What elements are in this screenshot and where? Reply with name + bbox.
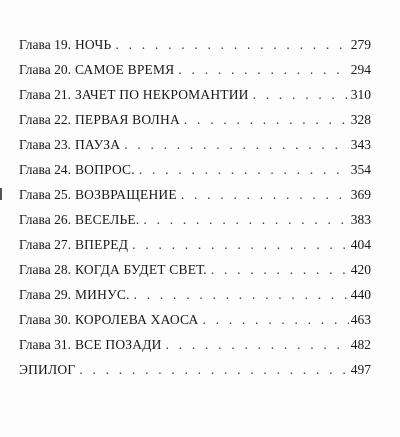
dot-leader <box>178 57 348 82</box>
toc-entry <box>19 232 371 257</box>
chapter-prefix: Глава 27. <box>19 237 71 252</box>
chapter-title: ВСЕ ПОЗАДИ <box>74 337 162 352</box>
toc-entry <box>19 207 371 232</box>
dot-leader <box>253 82 349 107</box>
toc-entry <box>19 157 371 182</box>
chapter-prefix: Глава 21. <box>19 87 71 102</box>
chapter-title: ПЕРВАЯ ВОЛНА <box>74 112 180 127</box>
chapter-prefix: Глава 25. <box>19 187 71 202</box>
toc-entry <box>19 307 371 332</box>
toc-entry-epilogue <box>19 357 371 382</box>
chapter-title: ВОПРОС. <box>74 162 135 177</box>
chapter-title: ВПЕРЕД <box>74 237 129 252</box>
chapter-prefix: Глава 24. <box>19 162 71 177</box>
dot-leader <box>211 257 349 282</box>
page-number: 404 <box>350 237 371 252</box>
chapter-prefix: Глава 22. <box>19 112 71 127</box>
dot-leader <box>143 207 348 232</box>
chapter-title: ПАУЗА <box>74 137 121 152</box>
chapter-prefix: Глава 26. <box>19 212 71 227</box>
page-number: 328 <box>350 112 371 127</box>
page-number: 294 <box>350 62 371 77</box>
dot-leader <box>115 32 348 57</box>
chapter-title: МИНУС. <box>74 287 130 302</box>
chapter-title: НОЧЬ <box>74 37 112 52</box>
chapter-title: КОГДА БУДЕТ СВЕТ. <box>74 262 207 277</box>
chapter-prefix: Глава 30. <box>19 312 71 327</box>
page-number: 420 <box>350 262 371 277</box>
chapter-prefix: Глава 31. <box>19 337 71 352</box>
page-number: 482 <box>350 337 371 352</box>
page-number: 463 <box>350 312 371 327</box>
page-edge-mark <box>0 188 2 200</box>
toc-entry <box>19 282 371 307</box>
toc-entry <box>19 182 371 207</box>
dot-leader <box>202 307 348 332</box>
chapter-prefix: Глава 20. <box>19 62 71 77</box>
chapter-prefix: Глава 19. <box>19 37 71 52</box>
dot-leader <box>132 232 349 257</box>
toc-entry <box>19 107 371 132</box>
dot-leader <box>124 132 349 157</box>
page-number: 310 <box>350 87 371 102</box>
dot-leader <box>79 357 348 382</box>
dot-leader <box>166 332 349 357</box>
chapter-prefix: Глава 28. <box>19 262 71 277</box>
chapter-prefix: Глава 23. <box>19 137 71 152</box>
toc-entry <box>19 82 371 107</box>
dot-leader <box>139 157 349 182</box>
page-number: 343 <box>350 137 371 152</box>
toc-entry <box>19 32 371 57</box>
page-number: 383 <box>350 212 371 227</box>
dot-leader <box>184 107 349 132</box>
dot-leader <box>134 282 349 307</box>
chapter-title: ВОЗВРАЩЕНИЕ <box>74 187 177 202</box>
page-number: 279 <box>350 37 371 52</box>
chapter-prefix: Глава 29. <box>19 287 71 302</box>
chapter-title: ЗАЧЕТ ПО НЕКРОМАНТИИ <box>74 87 249 102</box>
chapter-title: ВЕСЕЛЬЕ. <box>74 212 140 227</box>
page-number: 440 <box>350 287 371 302</box>
toc-entry <box>19 57 371 82</box>
page-number: 497 <box>350 362 371 377</box>
table-of-contents <box>19 32 371 382</box>
dot-leader <box>181 182 349 207</box>
epilogue-title: ЭПИЛОГ <box>19 362 76 377</box>
toc-entry <box>19 332 371 357</box>
chapter-title: КОРОЛЕВА ХАОСА <box>74 312 199 327</box>
page-number: 354 <box>350 162 371 177</box>
toc-entry <box>19 132 371 157</box>
page-number: 369 <box>350 187 371 202</box>
chapter-title: САМОЕ ВРЕМЯ <box>74 62 175 77</box>
toc-entry <box>19 257 371 282</box>
